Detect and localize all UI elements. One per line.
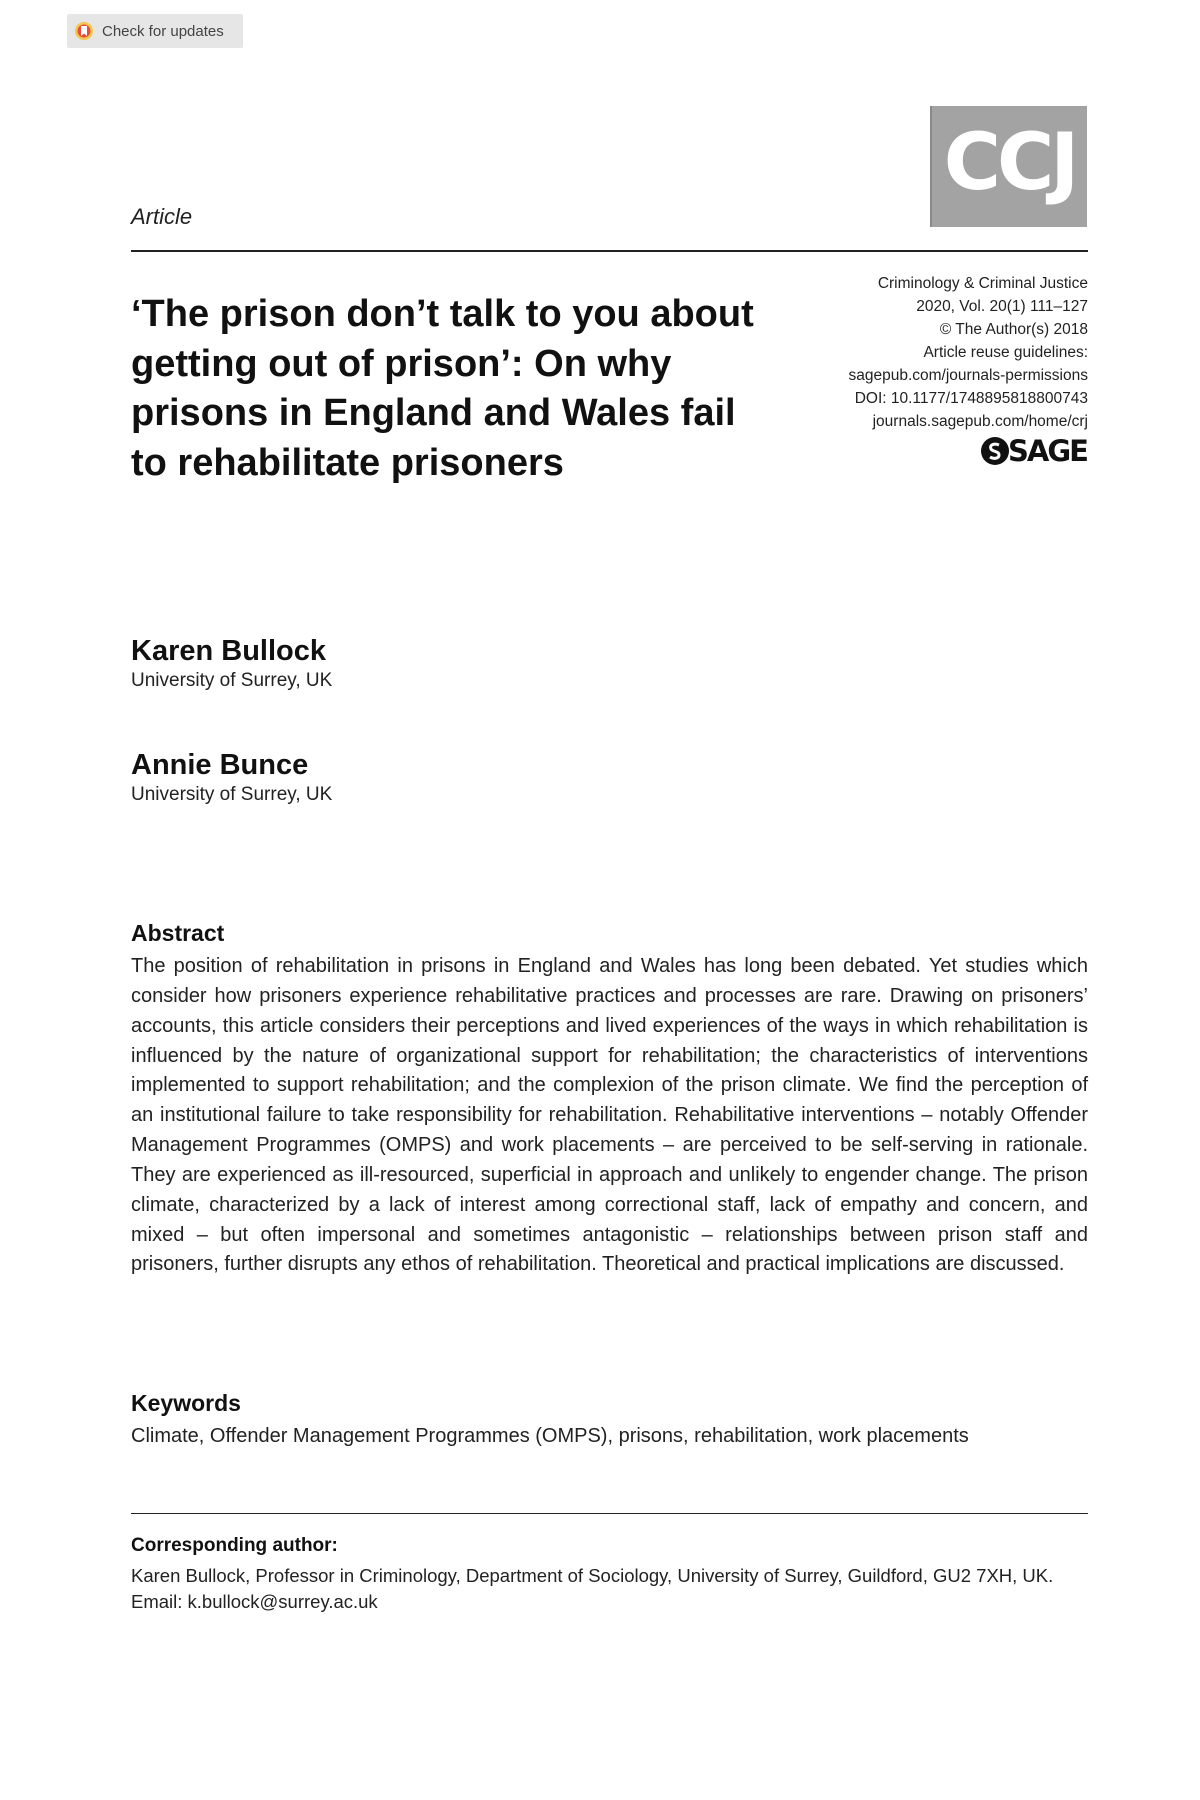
copyright-line: © The Author(s) 2018 [939,321,1088,338]
corresponding-author-details [131,1563,1071,1615]
author-2 [131,747,332,807]
article-type-label: Article [131,204,193,229]
keywords-heading: Keywords [131,1390,241,1416]
journal-home-link[interactable]: journals.sagepub.com/home/crj [872,413,1088,430]
permissions-link[interactable]: sagepub.com/journals-permissions [848,367,1088,384]
corresponding-author-heading: Corresponding author: [131,1535,338,1556]
journal-logo-text: CCJ [943,118,1076,208]
sage-logo [980,433,1090,469]
email-link[interactable]: k.bullock@surrey.ac.uk [187,1591,378,1612]
journal-volume: 2020, Vol. 20(1) 111–127 [916,298,1088,315]
abstract-text: The position of rehabilitation in prisons in England and Wales has long been debated. Yet studies which consider how prisoners experience rehabilitative practices and processes are rare. Drawing on prisoners’ accounts, this article considers their perceptions and lived experiences of the ways in which rehabilitation is influenced by the nature of organizational support for rehabilitation; the characteristics of interventions implemented to support rehabilitation; and the complexion of the prison climate. We find the perception of an institutional failure to take responsibility for rehabilitation. Rehabilitative interventions – notably Offender Management Programmes (OMPS) and work placements – are perceived to be self-serving in rationale. They are experienced as ill-resourced, superficial in approach and unlikely to engender change. The prison climate, characterized by a lack of interest among correctional staff, lack of empathy and concern, and mixed – but often impersonal and sometimes antagonistic – relationships between prison staff and prisoners, further disrupts any ethos of rehabilitation. Theoretical and practical implications are discussed. [131,955,1088,1276]
sage-logo-text: SAGE [1008,434,1087,468]
check-for-updates-label: Check for updates [102,22,224,40]
corresponding-author-address: Karen Bullock, Professor in Criminology, Department of Sociology, University of Surrey, Guildford, GU2 7XH, UK. [131,1565,1054,1586]
author-name: Annie Bunce [131,749,309,781]
corresponding-author-email-line [131,1589,1071,1615]
author-affiliation: University of Surrey, UK [131,670,333,691]
journal-info [848,272,1088,433]
doi-link[interactable]: DOI: 10.1177/1748895818800743 [854,390,1088,407]
author-affiliation: University of Surrey, UK [131,784,333,805]
author-1 [131,633,332,693]
check-for-updates-button[interactable] [67,14,243,48]
journal-logo [930,106,1087,227]
journal-name: Criminology & Criminal Justice [877,275,1088,292]
email-label: Email: [131,1591,183,1612]
footnote-divider [131,1513,1088,1514]
article-title: ‘The prison don’t talk to you about getting out of prison’: On why prisons in England and Wales fail to rehabilitate prisoners [131,293,754,484]
author-name: Karen Bullock [131,635,326,667]
check-for-updates-icon [74,21,94,41]
reuse-guidelines-label: Article reuse guidelines: [923,344,1088,361]
keywords-text: Climate, Offender Management Programmes (OMPS), prisons, rehabilitation, work placements [131,1425,969,1447]
sage-logo-icon [980,436,1010,466]
header-divider [131,250,1088,252]
abstract-heading: Abstract [131,920,225,946]
